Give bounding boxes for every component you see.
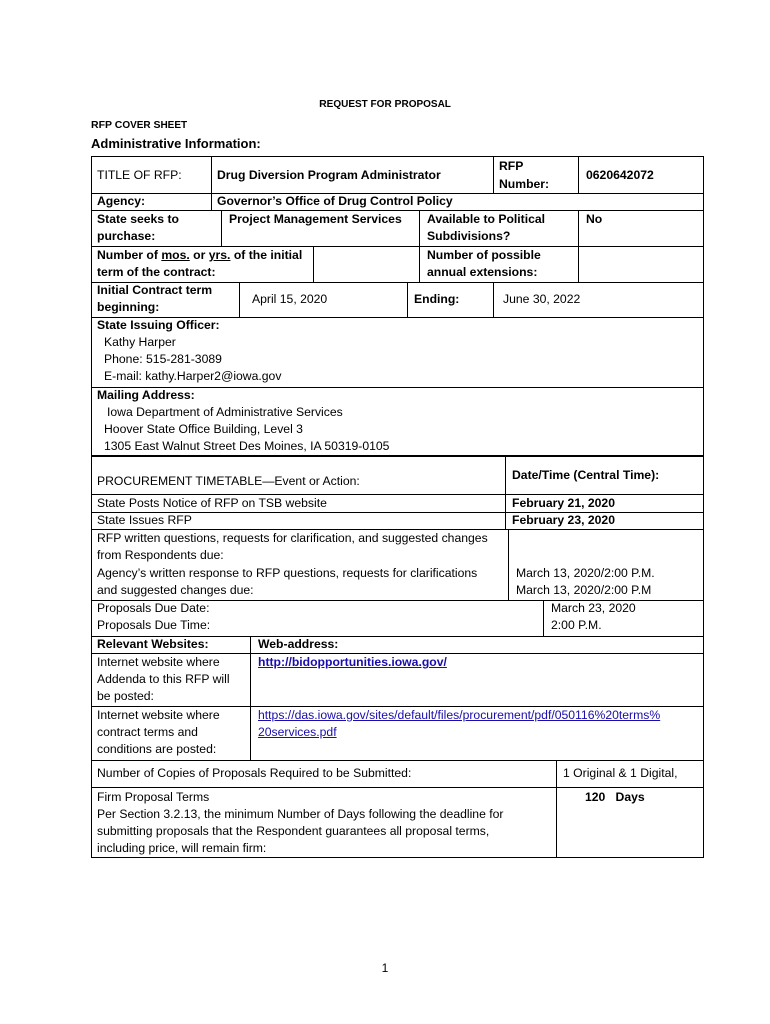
- website-2-desc-2: contract terms and: [97, 725, 198, 739]
- event-3-date-1: March 13, 2020/2:00 P.M.: [516, 566, 655, 580]
- website-1-desc-3: be posted:: [97, 689, 154, 703]
- rfp-number-label-2: Number:: [499, 177, 550, 191]
- contract-terms-link-line-2[interactable]: 20services.pdf: [258, 725, 337, 739]
- political-value: No: [586, 212, 603, 226]
- event-3-date-2: March 13, 2020/2:00 P.M: [516, 583, 652, 597]
- term-label-2: term of the contract:: [97, 265, 216, 279]
- extensions-label-2: annual extensions:: [427, 265, 538, 279]
- event-1-date: February 21, 2020: [512, 496, 615, 510]
- agency-label: Agency:: [97, 194, 146, 208]
- website-2-desc-1: Internet website where: [97, 708, 220, 722]
- mailing-address-label: Mailing Address:: [97, 388, 195, 402]
- agency-value: Governor’s Office of Drug Control Policy: [217, 194, 453, 208]
- officer-phone: Phone: 515-281-3089: [104, 352, 222, 366]
- proposals-due-time-label: Proposals Due Time:: [97, 618, 211, 632]
- event-3-line-2: from Respondents due:: [97, 548, 224, 562]
- web-address-label: Web-address:: [258, 637, 339, 651]
- officer-name: Kathy Harper: [104, 335, 176, 349]
- end-date: June 30, 2022: [503, 292, 581, 306]
- seeks-value: Project Management Services: [229, 212, 402, 226]
- mailing-line-2: Hoover State Office Building, Level 3: [104, 422, 303, 436]
- event-3-line-1: RFP written questions, requests for clarification, and suggested changes: [97, 531, 488, 545]
- page-number: 1: [381, 961, 389, 975]
- term-label-1: Number of mos. or yrs. of the initial: [97, 248, 303, 262]
- firm-terms-line-2: Per Section 3.2.13, the minimum Number of Days following the deadline for: [97, 807, 504, 821]
- seeks-label-1: State seeks to: [97, 212, 179, 226]
- firm-terms-line-3: submitting proposals that the Respondent guarantees all proposal terms,: [97, 824, 490, 838]
- firm-days-value: 120 Days: [585, 790, 645, 804]
- event-2-date: February 23, 2020: [512, 513, 615, 527]
- website-1-desc-1: Internet website where: [97, 655, 220, 669]
- cover-sheet-heading: RFP COVER SHEET: [91, 119, 188, 131]
- seeks-label-2: purchase:: [97, 229, 156, 243]
- website-1-desc-2: Addenda to this RFP will: [97, 672, 230, 686]
- rfp-number-label-1: RFP: [499, 159, 524, 173]
- timetable-header-label: PROCUREMENT TIMETABLE—Event or Action:: [97, 474, 360, 488]
- initial-term-label-2: beginning:: [97, 300, 160, 314]
- title-of-rfp-value: Drug Diversion Program Administrator: [217, 168, 441, 182]
- begin-date: April 15, 2020: [252, 292, 328, 306]
- extensions-label-1: Number of possible: [427, 248, 541, 262]
- firm-terms-line-1: Firm Proposal Terms: [97, 790, 210, 804]
- mailing-line-3: 1305 East Walnut Street Des Moines, IA 50319-0105: [104, 439, 390, 453]
- political-label-2: Subdivisions?: [427, 229, 511, 243]
- relevant-websites-label: Relevant Websites:: [97, 637, 209, 651]
- officer-email: E-mail: kathy.Harper2@iowa.gov: [104, 369, 282, 383]
- document-title: REQUEST FOR PROPOSAL: [319, 98, 451, 110]
- firm-terms-line-4: including price, will remain firm:: [97, 841, 267, 855]
- proposals-due-date-label: Proposals Due Date:: [97, 601, 210, 615]
- event-2: State Issues RFP: [97, 513, 192, 527]
- political-label-1: Available to Political: [427, 212, 546, 226]
- initial-term-label-1: Initial Contract term: [97, 283, 213, 297]
- website-2-desc-3: conditions are posted:: [97, 742, 217, 756]
- admin-info-heading: Administrative Information:: [91, 136, 261, 151]
- ending-label: Ending:: [414, 292, 460, 306]
- rfp-number-value: 0620642072: [586, 168, 654, 182]
- mailing-line-1: Iowa Department of Administrative Services: [107, 405, 343, 419]
- proposals-due-date: March 23, 2020: [551, 601, 636, 615]
- title-of-rfp-label: TITLE OF RFP:: [97, 168, 182, 182]
- copies-value: 1 Original & 1 Digital,: [563, 766, 678, 780]
- contract-terms-link-line-1[interactable]: https://das.iowa.gov/sites/default/files/procurement/pdf/050116%20terms%: [258, 708, 661, 722]
- bid-opportunities-link[interactable]: http://bidopportunities.iowa.gov/: [258, 655, 447, 669]
- event-1: State Posts Notice of RFP on TSB website: [97, 496, 327, 510]
- event-3-line-4: and suggested changes due:: [97, 583, 254, 597]
- timetable-date-header: Date/Time (Central Time):: [512, 468, 660, 482]
- proposals-due-time: 2:00 P.M.: [551, 618, 602, 632]
- copies-label: Number of Copies of Proposals Required to be Submitted:: [97, 766, 412, 780]
- issuing-officer-label: State Issuing Officer:: [97, 318, 220, 332]
- event-3-line-3: Agency’s written response to RFP questions, requests for clarifications: [97, 566, 478, 580]
